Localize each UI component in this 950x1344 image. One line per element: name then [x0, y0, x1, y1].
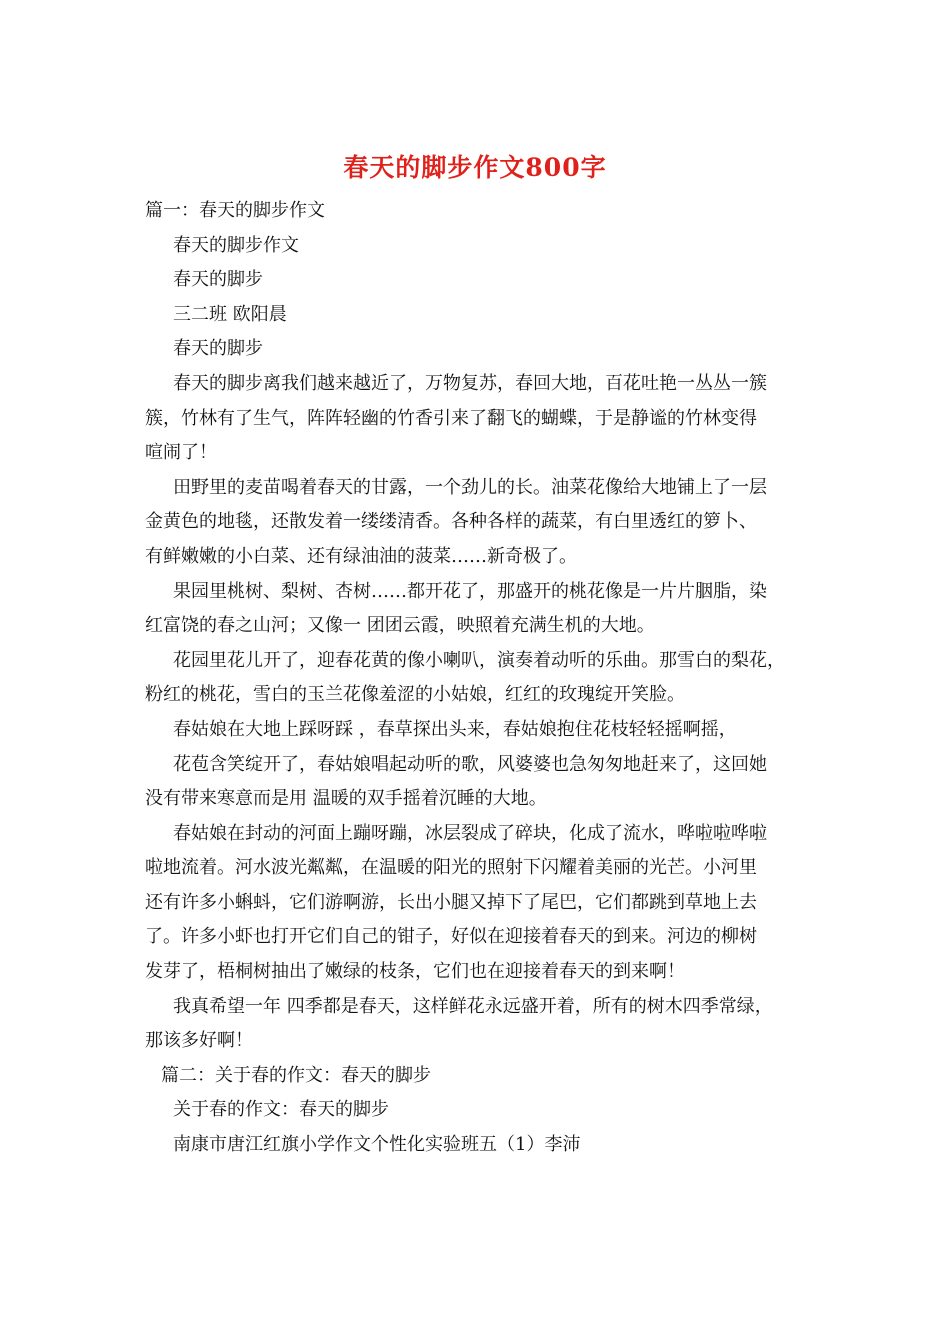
text-line: 我真希望一年 四季都是春天，这样鲜花永远盛开着，所有的树木四季常绿，	[173, 995, 773, 1017]
text-line: 发芽了，梧桐树抽出了嫩绿的枝条，它们也在迎接着春天的到来啊！	[145, 961, 685, 983]
text-line: 花园里花儿开了，迎春花黄的像小喇叭，演奏着动听的乐曲。那雪白的梨花，	[173, 649, 785, 671]
text-line: 田野里的麦苗喝着春天的甘露，一个劲儿的长。油菜花像给大地铺上了一层	[173, 476, 767, 498]
document-title: 春天的脚步作文800字	[343, 153, 607, 182]
text-line: 春天的脚步作文	[173, 234, 299, 256]
text-line: 没有带来寒意而是用 温暖的双手摇着沉睡的大地。	[145, 788, 547, 810]
text-line: 春天的脚步	[173, 269, 263, 291]
text-line: 篇二：关于春的作文：春天的脚步	[161, 1064, 431, 1086]
text-line: 春天的脚步	[173, 338, 263, 360]
text-line: 还有许多小蝌蚪，它们游啊游，长出小腿又掉下了尾巴，它们都跳到草地上去	[145, 891, 757, 913]
text-line: 春姑娘在封动的河面上蹦呀蹦，冰层裂成了碎块，化成了流水，哗啦啦哗啦	[173, 822, 767, 844]
text-line: 簇，竹林有了生气，阵阵轻幽的竹香引来了翻飞的蝴蝶，于是静谧的竹林变得	[145, 407, 757, 429]
text-line: 了。许多小虾也打开它们自己的钳子，好似在迎接着春天的到来。河边的柳树	[145, 926, 757, 948]
text-line: 粉红的桃花，雪白的玉兰花像羞涩的小姑娘，红红的玫瑰绽开笑脸。	[145, 684, 685, 706]
text-line: 啦地流着。河水波光粼粼，在温暖的阳光的照射下闪耀着美丽的光芒。小河里	[145, 857, 757, 879]
text-line: 那该多好啊！	[145, 1030, 253, 1052]
text-line: 关于春的作文：春天的脚步	[173, 1099, 389, 1121]
text-line: 三二班 欧阳晨	[173, 303, 287, 325]
text-line: 果园里桃树、梨树、杏树……都开花了，那盛开的桃花像是一片片胭脂，染	[173, 580, 767, 602]
text-line: 金黄色的地毯，还散发着一缕缕清香。各种各样的蔬菜，有白里透红的箩卜、	[145, 511, 757, 533]
text-line: 篇一：春天的脚步作文	[145, 200, 325, 221]
text-line: 花苞含笑绽开了，春姑娘唱起动听的歌，风婆婆也急匆匆地赶来了，这回她	[173, 753, 767, 775]
document-body	[145, 194, 815, 1163]
text-line: 有鲜嫩嫩的小白菜、还有绿油油的菠菜……新奇极了。	[145, 545, 577, 567]
text-line: 红富饶的春之山河；又像一 团团云霞，映照着充满生机的大地。	[145, 615, 655, 637]
text-line: 春天的脚步离我们越来越近了，万物复苏，春回大地，百花吐艳一丛丛一簇	[173, 372, 767, 394]
text-line: 喧闹了！	[145, 442, 217, 464]
text-line: 南康市唐江红旗小学作文个性化实验班五（1）李沛	[173, 1134, 581, 1156]
text-line: 春姑娘在大地上踩呀踩 ，春草探出头来，春姑娘抱住花枝轻轻摇啊摇，	[173, 718, 737, 740]
